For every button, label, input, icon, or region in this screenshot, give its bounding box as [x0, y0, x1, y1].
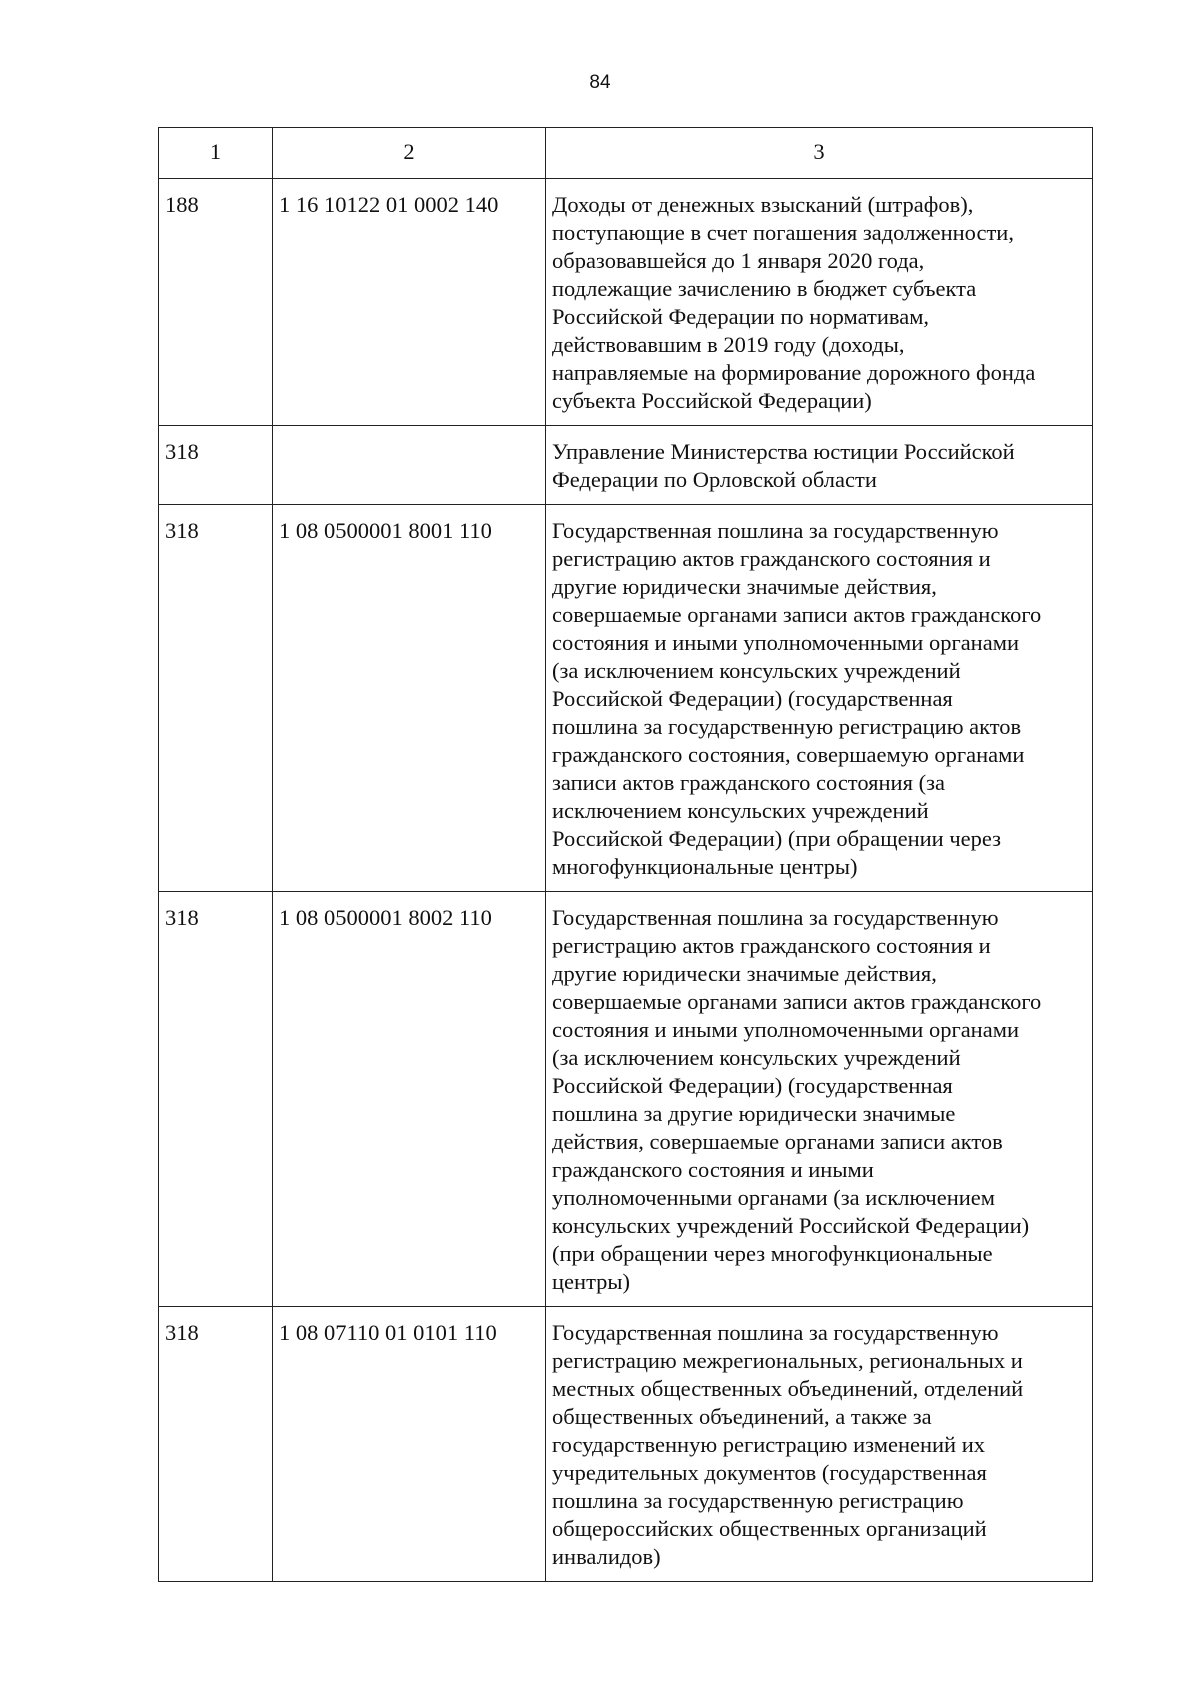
- kbk-code-cell: [273, 426, 546, 505]
- kbk-code-cell: 1 08 07110 01 0101 110: [273, 1307, 546, 1582]
- admin-code-cell: 318: [159, 505, 273, 892]
- description-cell: Государственная пошлина за государственную регистрацию актов гражданского состояния и другие юридически значимые действия, совершаемые органами записи актов гражданского состояния и иными уполномоченными органами (за исключением консульских учреждений Российской Федерации) (государственная пошлина за другие юридически значимые действия, совершаемые органами записи актов гражданского состояния и иными уполномоченными органами (за исключением консульских учреждений Российской Федерации) (при обращении через многофункциональные центры): [546, 892, 1093, 1307]
- table-header-row: [159, 128, 1093, 179]
- kbk-code-cell: 1 16 10122 01 0002 140: [273, 179, 546, 426]
- description-cell: Управление Министерства юстиции Российской Федерации по Орловской области: [546, 426, 1093, 505]
- admin-code-cell: 318: [159, 426, 273, 505]
- budget-classification-table: [158, 127, 1093, 1582]
- table-row: [159, 892, 1093, 1307]
- description-cell: Доходы от денежных взысканий (штрафов), поступающие в счет погашения задолженности, образовавшейся до 1 января 2020 года, подлежащие зачислению в бюджет субъекта Российской Федерации по нормативам, действовавшим в 2019 году (доходы, направляемые на формирование дорожного фонда субъекта Российской Федерации): [546, 179, 1093, 426]
- admin-code-cell: 318: [159, 892, 273, 1307]
- admin-code-cell: 188: [159, 179, 273, 426]
- description-cell: Государственная пошлина за государственную регистрацию межрегиональных, региональных и местных общественных объединений, отделений общественных объединений, а также за государственную регистрацию изменений их учредительных документов (государственная пошлина за государственную регистрацию общероссийских общественных организаций инвалидов): [546, 1307, 1093, 1582]
- kbk-code-cell: 1 08 0500001 8001 110: [273, 505, 546, 892]
- table-row: [159, 1307, 1093, 1582]
- column-header-3: 3: [546, 128, 1093, 179]
- table-row: [159, 426, 1093, 505]
- kbk-code-cell: 1 08 0500001 8002 110: [273, 892, 546, 1307]
- column-header-1: 1: [159, 128, 273, 179]
- page-number: 84: [589, 72, 611, 93]
- description-cell: Государственная пошлина за государственную регистрацию актов гражданского состояния и другие юридически значимые действия, совершаемые органами записи актов гражданского состояния и иными уполномоченными органами (за исключением консульских учреждений Российской Федерации) (государственная пошлина за государственную регистрацию актов гражданского состояния, совершаемую органами записи актов гражданского состояния (за исключением консульских учреждений Российской Федерации) (при обращении через многофункциональные центры): [546, 505, 1093, 892]
- table-row: [159, 505, 1093, 892]
- table-row: [159, 179, 1093, 426]
- column-header-2: 2: [273, 128, 546, 179]
- admin-code-cell: 318: [159, 1307, 273, 1582]
